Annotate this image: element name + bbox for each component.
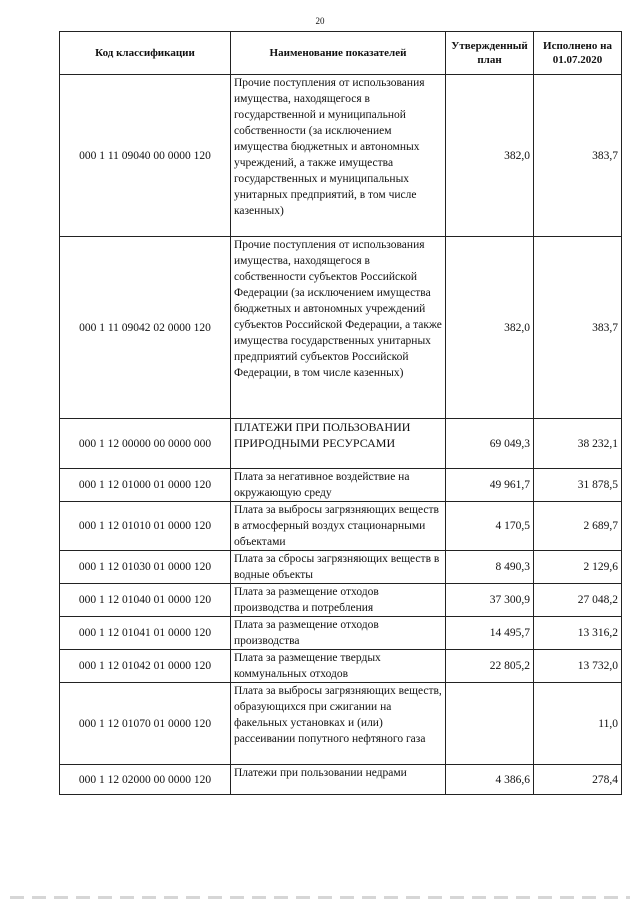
row-code: 000 1 11 09040 00 0000 120 bbox=[60, 75, 231, 237]
table-row bbox=[60, 765, 622, 795]
header-name: Наименование показателей bbox=[231, 32, 446, 75]
row-name: ПЛАТЕЖИ ПРИ ПОЛЬЗОВАНИИ ПРИРОДНЫМИ РЕСУРСАМИ bbox=[231, 419, 446, 469]
page-number: 20 bbox=[315, 16, 325, 26]
table-row bbox=[60, 650, 622, 683]
table-row bbox=[60, 75, 622, 237]
row-executed: 13 316,2 bbox=[534, 617, 622, 650]
row-plan: 37 300,9 bbox=[446, 584, 534, 617]
row-code: 000 1 12 00000 00 0000 000 bbox=[60, 419, 231, 469]
row-plan bbox=[446, 683, 534, 765]
row-name: Плата за размещение твердых коммунальных отходов bbox=[231, 650, 446, 683]
row-name: Плата за сбросы загрязняющих веществ в водные объекты bbox=[231, 551, 446, 584]
row-code: 000 1 12 01042 01 0000 120 bbox=[60, 650, 231, 683]
table-row bbox=[60, 469, 622, 502]
row-name: Прочие поступления от использования имущества, находящегося в собственности субъектов Российской Федерации (за исключением имущества бюджетных и автономных учреждений субъектов Российской Федерации, а также имущества государственных унитарных предприятий субъектов Российской Федерации, в том числе казенных) bbox=[231, 237, 446, 419]
row-executed: 383,7 bbox=[534, 237, 622, 419]
table-row bbox=[60, 617, 622, 650]
row-name: Плата за размещение отходов производства bbox=[231, 617, 446, 650]
row-plan: 8 490,3 bbox=[446, 551, 534, 584]
row-executed: 27 048,2 bbox=[534, 584, 622, 617]
table-header bbox=[60, 32, 622, 75]
row-code: 000 1 12 01040 01 0000 120 bbox=[60, 584, 231, 617]
row-plan: 14 495,7 bbox=[446, 617, 534, 650]
row-executed: 31 878,5 bbox=[534, 469, 622, 502]
row-executed: 383,7 bbox=[534, 75, 622, 237]
row-plan: 4 170,5 bbox=[446, 502, 534, 551]
header-plan: Утвержденный план bbox=[446, 32, 534, 75]
row-executed: 2 689,7 bbox=[534, 502, 622, 551]
row-plan: 382,0 bbox=[446, 75, 534, 237]
table-row bbox=[60, 502, 622, 551]
row-executed: 11,0 bbox=[534, 683, 622, 765]
table-row bbox=[60, 584, 622, 617]
row-name: Плата за выбросы загрязняющих веществ, образующихся при сжигании на факельных установках и (или) рассеивании попутного нефтяного газа bbox=[231, 683, 446, 765]
row-plan: 22 805,2 bbox=[446, 650, 534, 683]
table-row bbox=[60, 551, 622, 584]
header-code: Код классификации bbox=[60, 32, 231, 75]
row-name: Плата за размещение отходов производства и потребления bbox=[231, 584, 446, 617]
table-row bbox=[60, 419, 622, 469]
row-code: 000 1 12 01041 01 0000 120 bbox=[60, 617, 231, 650]
row-code: 000 1 12 01070 01 0000 120 bbox=[60, 683, 231, 765]
row-code: 000 1 12 02000 00 0000 120 bbox=[60, 765, 231, 795]
row-code: 000 1 11 09042 02 0000 120 bbox=[60, 237, 231, 419]
row-plan: 4 386,6 bbox=[446, 765, 534, 795]
row-executed: 38 232,1 bbox=[534, 419, 622, 469]
header-executed: Исполнено на 01.07.2020 bbox=[534, 32, 622, 75]
row-plan: 382,0 bbox=[446, 237, 534, 419]
row-name: Плата за выбросы загрязняющих веществ в атмосферный воздух стационарными объектами bbox=[231, 502, 446, 551]
row-code: 000 1 12 01010 01 0000 120 bbox=[60, 502, 231, 551]
budget-table bbox=[59, 31, 622, 795]
table-row bbox=[60, 683, 622, 765]
table-body bbox=[60, 75, 622, 795]
row-executed: 13 732,0 bbox=[534, 650, 622, 683]
table-row bbox=[60, 237, 622, 419]
row-name: Платежи при пользовании недрами bbox=[231, 765, 446, 795]
row-executed: 2 129,6 bbox=[534, 551, 622, 584]
row-code: 000 1 12 01030 01 0000 120 bbox=[60, 551, 231, 584]
scan-edge-artifact bbox=[10, 896, 630, 899]
header-row bbox=[60, 32, 622, 75]
row-plan: 69 049,3 bbox=[446, 419, 534, 469]
row-name: Прочие поступления от использования имущества, находящегося в государственной и муниципальной собственности (за исключением имущества бюджетных и автономных учреждений, а также имущества государственных и муниципальных унитарных предприятий, в том числе казенных) bbox=[231, 75, 446, 237]
row-code: 000 1 12 01000 01 0000 120 bbox=[60, 469, 231, 502]
row-executed: 278,4 bbox=[534, 765, 622, 795]
row-plan: 49 961,7 bbox=[446, 469, 534, 502]
row-name: Плата за негативное воздействие на окружающую среду bbox=[231, 469, 446, 502]
